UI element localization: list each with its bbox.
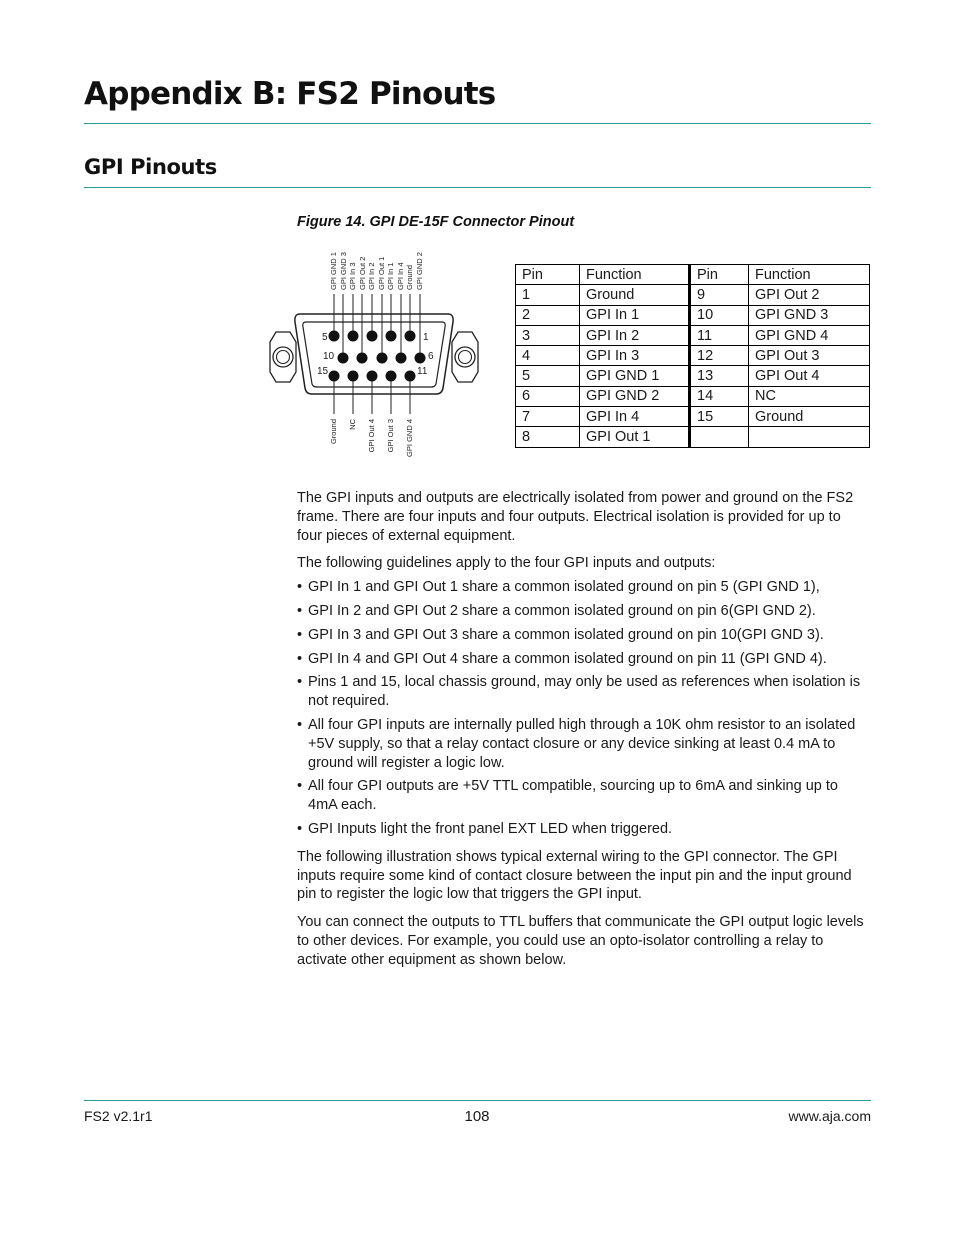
pin-number-15: 15 [317, 366, 329, 377]
page-title: Appendix B: FS2 Pinouts [84, 76, 496, 112]
paragraph-wiring: The following illustration shows typical external wiring to the GPI connector. The GPI inputs require some kind of contact closure between the input pin and the input ground pin to register the logic low that triggers the GPI input. [297, 848, 852, 903]
table-row [516, 346, 870, 366]
list-item: • GPI In 2 and GPI Out 2 share a common isolated ground on pin 6(GPI GND 2). [297, 602, 869, 621]
header-pin: Pin [690, 265, 749, 285]
list-item: • GPI In 3 and GPI Out 3 share a common isolated ground on pin 10(GPI GND 3). [297, 626, 869, 645]
header-pin: Pin [516, 265, 580, 285]
table-cell: GPI GND 2 [580, 386, 690, 406]
table-cell: GPI In 2 [580, 325, 690, 345]
figure-caption: Figure 14. GPI DE-15F Connector Pinout [297, 214, 575, 230]
table-cell: 8 [516, 427, 580, 447]
top-label-10: GPI GND 2 [415, 252, 424, 290]
de15-connector-diagram [262, 236, 502, 476]
table-cell: 14 [690, 386, 749, 406]
table-cell: 12 [690, 346, 749, 366]
table-cell: GPI Out 3 [749, 346, 870, 366]
footer-version: FS2 v2.1r1 [84, 1108, 153, 1124]
table-cell: 15 [690, 407, 749, 427]
pin-number-10: 10 [323, 351, 335, 362]
table-row [516, 285, 870, 305]
table-cell: GPI Out 4 [749, 366, 870, 386]
paragraph-guidelines-intro: The following guidelines apply to the four GPI inputs and outputs: [297, 555, 716, 572]
top-label-9: Ground [405, 264, 414, 290]
table-cell: 10 [690, 305, 749, 325]
top-label-1: GPI GND 1 [329, 252, 338, 290]
paragraph-isolation: The GPI inputs and outputs are electrically isolated from power and ground on the FS2 frame. There are four inputs and four outputs. Electrical isolation is provided for up to four pieces of external equipment. [297, 490, 854, 544]
table-row [516, 407, 870, 427]
table-row [516, 325, 870, 345]
table-cell [749, 427, 870, 447]
table-cell: GPI GND 4 [749, 325, 870, 345]
table-cell: 2 [516, 305, 580, 325]
list-item: • All four GPI outputs are +5V TTL compatible, sourcing up to 6mA and sinking up to 4mA each. [297, 777, 869, 815]
pin-number-1: 1 [423, 332, 429, 343]
table-cell: 11 [690, 325, 749, 345]
table-cell: Ground [580, 285, 690, 305]
pin-number-6: 6 [428, 351, 434, 362]
table-cell: GPI GND 3 [749, 305, 870, 325]
footer-website: www.aja.com [788, 1108, 871, 1124]
pinout-table [515, 264, 870, 448]
bottom-label-2: NC [348, 419, 357, 430]
list-item: • GPI In 1 and GPI Out 1 share a common isolated ground on pin 5 (GPI GND 1), [297, 578, 869, 597]
table-cell: 13 [690, 366, 749, 386]
bottom-label-4: GPI Out 3 [386, 419, 395, 453]
top-label-8: GPI In 4 [396, 262, 405, 290]
left-screw-icon [270, 332, 296, 382]
bottom-label-1: Ground [329, 419, 338, 445]
table-cell: 9 [690, 285, 749, 305]
list-item: • GPI In 4 and GPI Out 4 share a common isolated ground on pin 11 (GPI GND 4). [297, 650, 869, 669]
table-cell: GPI Out 2 [749, 285, 870, 305]
title-rule [84, 123, 871, 124]
table-cell: 4 [516, 346, 580, 366]
page-number: 108 [464, 1108, 490, 1125]
pin-number-11: 11 [417, 366, 428, 377]
top-label-5: GPI In 2 [367, 262, 376, 290]
table-cell: 3 [516, 325, 580, 345]
table-cell: 5 [516, 366, 580, 386]
section-heading: GPI Pinouts [84, 155, 217, 179]
table-cell: 1 [516, 285, 580, 305]
top-label-3: GPI In 3 [348, 262, 357, 290]
top-label-6: GPI Out 1 [377, 256, 386, 290]
table-cell: GPI In 4 [580, 407, 690, 427]
guidelines-list [297, 578, 869, 839]
paragraph-outputs: You can connect the outputs to TTL buffers that communicate the GPI output logic levels to other devices. For example, you could use an opto-isolator controlling a relay to activate other equipment as shown below. [297, 914, 864, 968]
top-label-7: GPI In 1 [386, 262, 395, 290]
section-rule [84, 187, 871, 188]
table-cell [690, 427, 749, 447]
list-item: • GPI Inputs light the front panel EXT LED when triggered. [297, 820, 869, 839]
table-cell: Ground [749, 407, 870, 427]
top-label-2: GPI GND 3 [339, 252, 348, 290]
footer-rule [84, 1100, 871, 1101]
table-cell: 6 [516, 386, 580, 406]
table-row [516, 305, 870, 325]
table-cell: GPI In 1 [580, 305, 690, 325]
table-row [516, 366, 870, 386]
table-cell: NC [749, 386, 870, 406]
list-item: • Pins 1 and 15, local chassis ground, may only be used as references when isolation is not required. [297, 673, 869, 711]
bottom-label-3: GPI Out 4 [367, 419, 376, 453]
table-cell: GPI In 3 [580, 346, 690, 366]
table-cell: GPI Out 1 [580, 427, 690, 447]
table-row [516, 427, 870, 447]
body-text [297, 489, 869, 979]
table-row [516, 386, 870, 406]
table-header-row [516, 265, 870, 285]
table-cell: GPI GND 1 [580, 366, 690, 386]
list-item: • All four GPI inputs are internally pulled high through a 10K ohm resistor to an isolated +5V supply, so that a relay contact closure or any device sinking at least 0.4 mA to ground will register a logic low. [297, 716, 869, 772]
table-cell: 7 [516, 407, 580, 427]
pin-number-5: 5 [322, 332, 328, 343]
header-function: Function [749, 265, 870, 285]
bottom-label-5: GPI GND 4 [405, 419, 414, 457]
top-label-4: GPI Out 2 [358, 256, 367, 290]
right-screw-icon [452, 332, 478, 382]
header-function: Function [580, 265, 690, 285]
